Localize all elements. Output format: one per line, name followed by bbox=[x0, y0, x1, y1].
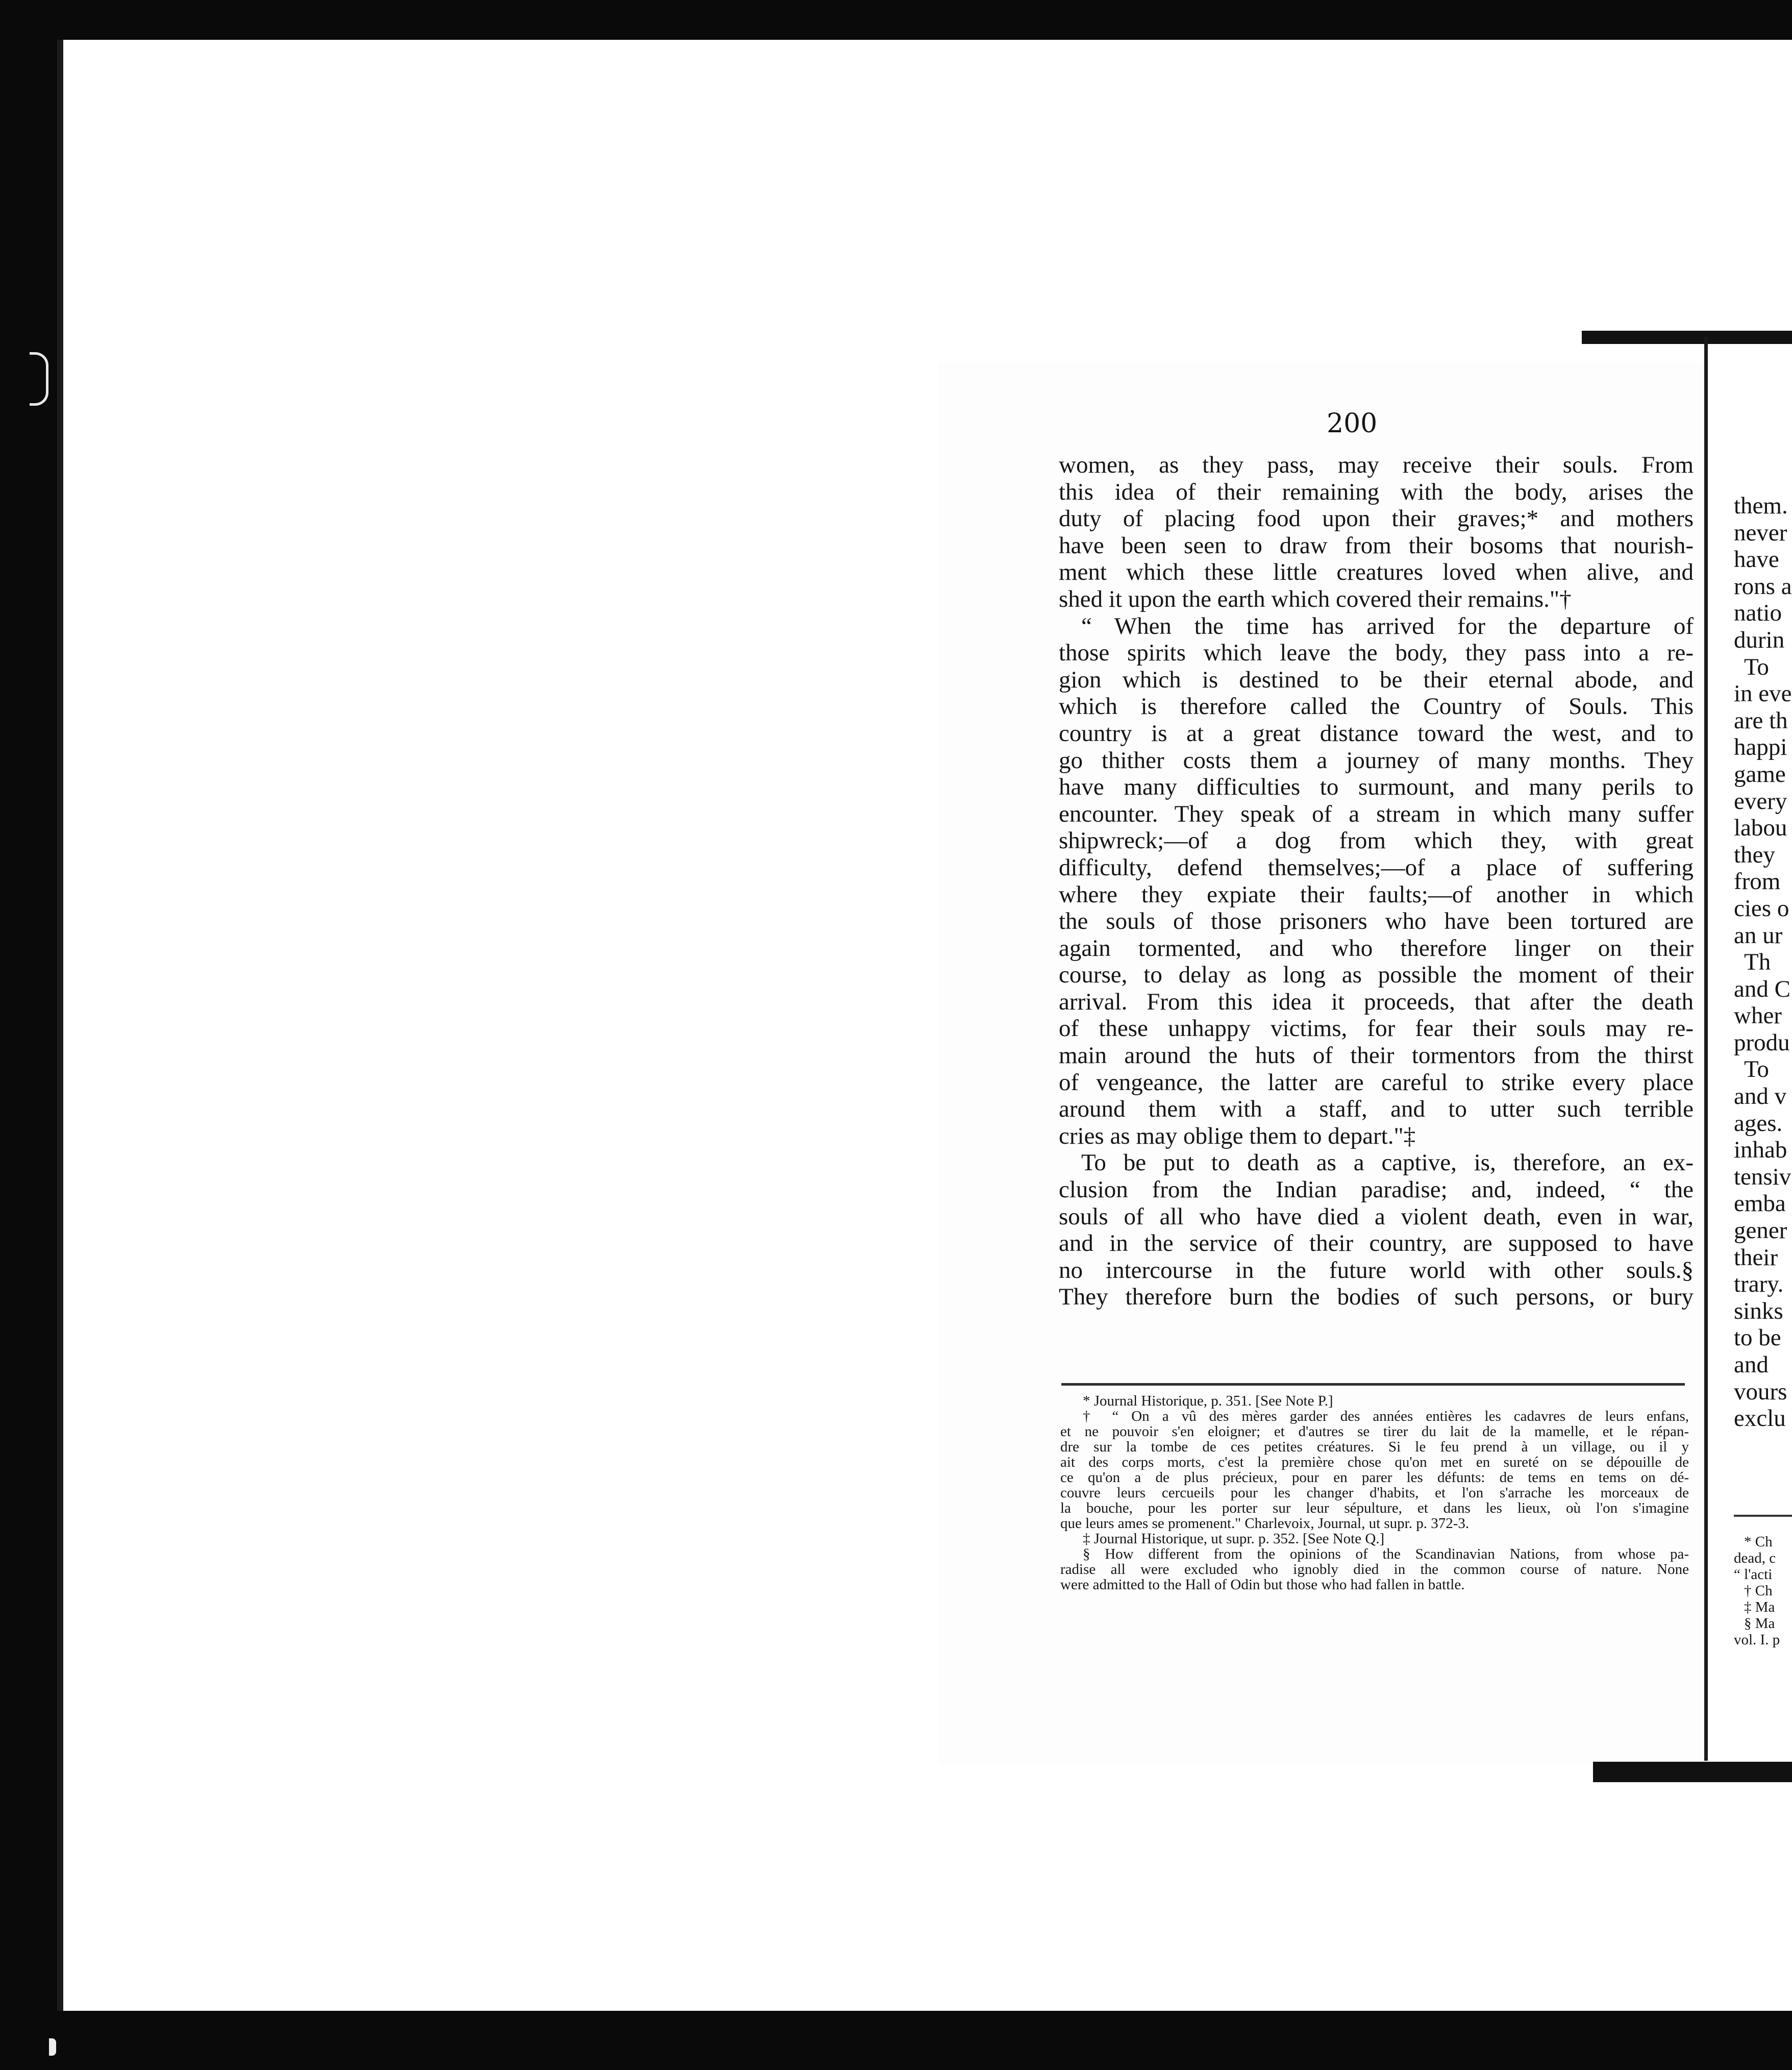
facing-text-line: labou bbox=[1734, 815, 1787, 842]
facing-text-line: every bbox=[1734, 787, 1787, 815]
facing-text-line: rons a bbox=[1734, 573, 1792, 600]
text-line: cries as may oblige them to depart."‡ bbox=[1059, 1122, 1416, 1149]
facing-text-line: gener bbox=[1734, 1217, 1787, 1244]
footnote-line: radise all were excluded who ignobly died in the common course of nature. None bbox=[1060, 1561, 1689, 1578]
text-line: shipwreck;—of a dog from which they, with great bbox=[1059, 827, 1694, 854]
facing-text-line: trary. bbox=[1734, 1271, 1784, 1298]
text-line: ment which these little creatures loved when alive, and bbox=[1059, 559, 1694, 586]
scan-frame-bottom bbox=[0, 2011, 1792, 2070]
facing-text-line: have bbox=[1734, 546, 1779, 573]
text-line: country is at a great distance toward the west, and to bbox=[1059, 720, 1694, 747]
facing-text-line: to be bbox=[1734, 1324, 1781, 1351]
facing-text-line: an ur bbox=[1734, 922, 1783, 949]
facing-text-line: cies o bbox=[1734, 895, 1789, 922]
facing-text-line: To bbox=[1744, 653, 1769, 680]
facing-footnote-line: ‡ Ma bbox=[1744, 1599, 1775, 1615]
facing-text-line: produ bbox=[1734, 1029, 1790, 1056]
facing-text-line: ages. bbox=[1734, 1110, 1783, 1137]
facing-text-line: and v bbox=[1734, 1083, 1787, 1110]
facing-page-margin-line bbox=[1704, 337, 1708, 1761]
footnote-line: dre sur la tombe de ces petites créatures. Si le feu prend à un village, ou il y bbox=[1060, 1439, 1689, 1455]
facing-text-line: their bbox=[1734, 1244, 1778, 1271]
facing-page-footnotes bbox=[1734, 1534, 1792, 1648]
footnote-line: were admitted to the Hall of Odin but those who had fallen in battle. bbox=[1060, 1576, 1465, 1593]
facing-text-line: never bbox=[1734, 519, 1787, 546]
facing-text-line: from bbox=[1734, 868, 1781, 895]
scan-frame-top bbox=[0, 0, 1792, 40]
footnote-line: que leurs ames se promenent." Charlevoix, Journal, ut supr. p. 372-3. bbox=[1060, 1515, 1470, 1532]
text-line: women, as they pass, may receive their souls. From bbox=[1059, 452, 1694, 478]
scan-frame-left bbox=[0, 0, 57, 2070]
facing-footnote-line: dead, c bbox=[1734, 1550, 1776, 1566]
facing-text-line: Th bbox=[1744, 949, 1771, 976]
footnote-line: et ne pouvoir s'en eloigner; et d'autres se tirer du lait de la mamelle, et le répan- bbox=[1060, 1423, 1689, 1440]
text-line: this idea of their remaining with the body, arises the bbox=[1059, 478, 1694, 505]
facing-text-line: tensiv bbox=[1734, 1163, 1791, 1190]
facing-text-line: game bbox=[1734, 760, 1786, 787]
text-line: They therefore burn the bodies of such persons, or bury bbox=[1059, 1284, 1694, 1311]
facing-text-line: are th bbox=[1734, 707, 1788, 734]
footnote-line: § How different from the opinions of the Scandinavian Nations, from whose pa- bbox=[1083, 1546, 1689, 1562]
text-line: have been seen to draw from their bosoms that nourish- bbox=[1059, 532, 1694, 559]
text-line: “ When the time has arrived for the departure of bbox=[1081, 612, 1694, 639]
facing-footnote-line: † Ch bbox=[1744, 1583, 1773, 1599]
facing-text-line: durin bbox=[1734, 626, 1785, 653]
facing-footnote-line: “ l'acti bbox=[1734, 1566, 1773, 1583]
text-line: around them with a staff, and to utter such terrible bbox=[1059, 1096, 1694, 1123]
facing-text-line: they bbox=[1734, 841, 1775, 868]
facing-footnote-line: * Ch bbox=[1744, 1534, 1773, 1550]
text-line: and in the service of their country, are supposed to have bbox=[1059, 1230, 1694, 1257]
text-line: duty of placing food upon their graves;* and mothers bbox=[1059, 505, 1694, 532]
facing-text-line: emba bbox=[1734, 1190, 1786, 1217]
facing-text-line: vours bbox=[1734, 1378, 1787, 1405]
text-line: clusion from the Indian paradise; and, indeed, “ the bbox=[1059, 1176, 1694, 1203]
binding-notch-bottom bbox=[49, 2038, 56, 2056]
text-line: of these unhappy victims, for fear their souls may re- bbox=[1059, 1015, 1694, 1042]
scan-frame-inner-edge bbox=[57, 40, 63, 2011]
facing-footnote-line: § Ma bbox=[1744, 1615, 1775, 1632]
facing-text-line: them. bbox=[1734, 492, 1788, 519]
text-line: where they expiate their faults;—of another in which bbox=[1059, 881, 1694, 908]
facing-footnote-rule bbox=[1734, 1515, 1792, 1517]
text-line: gion which is destined to be their eternal abode, and bbox=[1059, 666, 1694, 693]
facing-page-bottom-edge bbox=[1593, 1762, 1792, 1782]
facing-text-line: and bbox=[1734, 1351, 1769, 1378]
text-line: shed it upon the earth which covered their remains."† bbox=[1059, 585, 1572, 612]
text-line: To be put to death as a captive, is, therefore, an ex- bbox=[1081, 1149, 1694, 1176]
text-line: which is therefore called the Country of Souls. This bbox=[1059, 693, 1694, 720]
footnote-line: † “ On a vû des mères garder des années entières les cadavres de leurs enfans, bbox=[1083, 1408, 1689, 1424]
footnote-line: ce qu'on a de plus précieux, pour en parer les défunts: de tems en tems on dé- bbox=[1060, 1469, 1689, 1486]
body-text bbox=[1059, 452, 1694, 1311]
text-line: course, to delay as long as possible the moment of their bbox=[1059, 962, 1694, 989]
facing-text-line: wher bbox=[1734, 1002, 1782, 1029]
facing-page-text bbox=[1734, 492, 1792, 1432]
text-line: difficulty, defend themselves;—of a place of suffering bbox=[1059, 854, 1694, 881]
facing-text-line: happi bbox=[1734, 734, 1787, 761]
footnote-rule bbox=[1061, 1383, 1685, 1386]
text-line: arrival. From this idea it proceeds, that after the death bbox=[1059, 988, 1694, 1015]
footnote-line: ‡ Journal Historique, ut supr. p. 352. [See Note Q.] bbox=[1083, 1531, 1385, 1547]
text-line: go thither costs them a journey of many months. They bbox=[1059, 747, 1694, 774]
footnote-line: couvre leurs cercueils pour les changer d'habits, et l'on s'arrache les morceaux de bbox=[1060, 1485, 1689, 1501]
facing-text-line: natio bbox=[1734, 600, 1782, 627]
text-line: souls of all who have died a violent death, even in war, bbox=[1059, 1203, 1694, 1230]
text-line: again tormented, and who therefore linger on their bbox=[1059, 934, 1694, 962]
facing-text-line: sinks bbox=[1734, 1297, 1783, 1324]
text-line: no intercourse in the future world with other souls.§ bbox=[1059, 1256, 1694, 1284]
page-number: 200 bbox=[1327, 408, 1378, 439]
footnotes bbox=[1060, 1393, 1689, 1592]
facing-footnote-line: vol. I. p bbox=[1734, 1632, 1780, 1648]
text-line: main around the huts of their tormentors from the thirst bbox=[1059, 1042, 1694, 1069]
facing-text-line: in eve bbox=[1734, 680, 1792, 707]
facing-text-line: inhab bbox=[1734, 1137, 1787, 1164]
footnote-line: * Journal Historique, p. 351. [See Note P.] bbox=[1083, 1393, 1333, 1409]
text-line: of vengeance, the latter are careful to strike every place bbox=[1059, 1069, 1694, 1096]
facing-text-line: To bbox=[1744, 1056, 1769, 1083]
facing-text-line: exclu bbox=[1734, 1405, 1786, 1432]
text-line: those spirits which leave the body, they pass into a re- bbox=[1059, 639, 1694, 667]
facing-text-line: and C bbox=[1734, 975, 1790, 1002]
text-line: encounter. They speak of a stream in which many suffer bbox=[1059, 800, 1694, 827]
facing-page-top-edge bbox=[1582, 331, 1792, 344]
text-line: the souls of those prisoners who have been tortured are bbox=[1059, 908, 1694, 935]
text-line: have many difficulties to surmount, and many perils to bbox=[1059, 774, 1694, 801]
binding-notch bbox=[30, 352, 48, 406]
footnote-line: la bouche, pour les porter sur leur sépulture, et dans les lieux, où l'on s'imagine bbox=[1060, 1500, 1689, 1516]
footnote-line: ait des corps morts, c'est la première chose qu'on met en sureté on se dépouille de bbox=[1060, 1454, 1689, 1470]
